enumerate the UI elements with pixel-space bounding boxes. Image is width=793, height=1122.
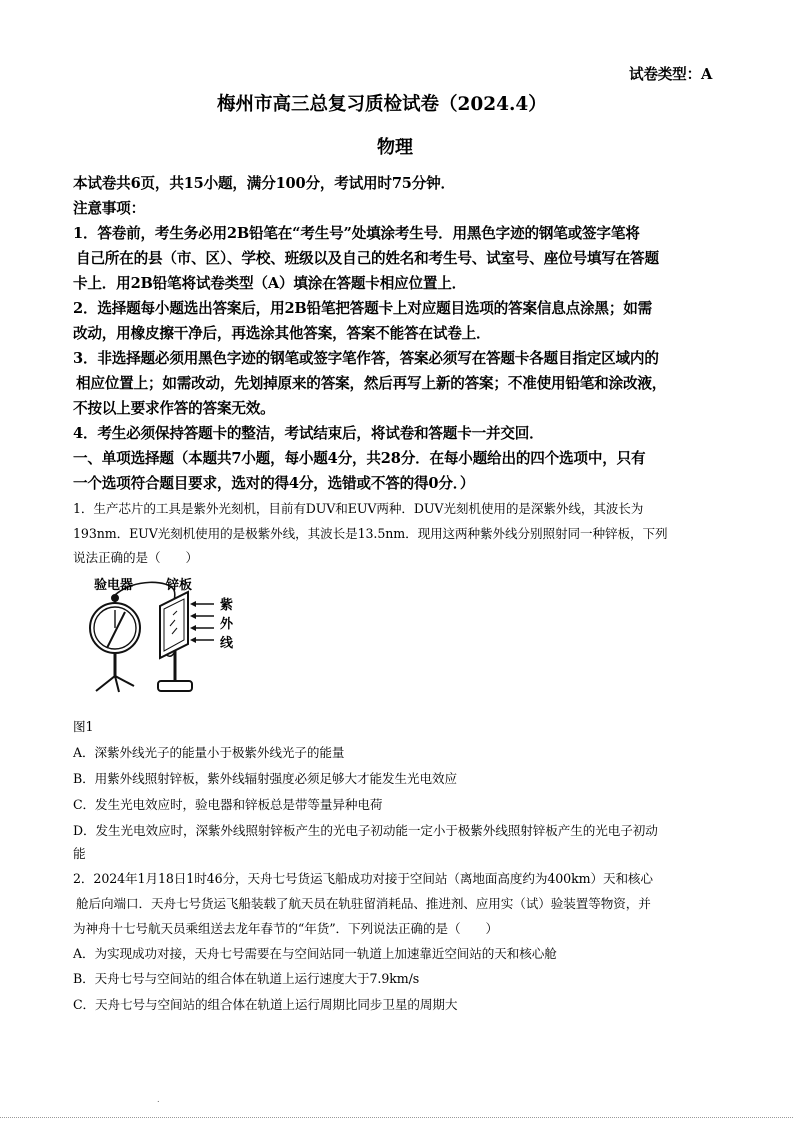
question-stem: 为神舟十七号航天员乘组送去龙年春节的“年货”．下列说法正确的是（ ） xyxy=(73,921,498,936)
uv-arrowhead xyxy=(190,637,196,643)
uv-arrowhead xyxy=(190,601,196,607)
subject-title: 物理 xyxy=(377,137,413,158)
page-bottom-border xyxy=(0,1117,793,1118)
paper-type: 试卷类型：A xyxy=(629,66,713,83)
note-line: 卡上．用2B铅笔将试卷类型（A）填涂在答题卡相应位置上． xyxy=(73,275,467,292)
label-zinc-plate: 锌板 xyxy=(166,578,193,593)
note-line: 2．选择题每小题选出答案后，用2B铅笔把答题卡上对应题目选项的答案信息点涂黑；如需 xyxy=(73,300,653,317)
note-line: 相应位置上；如需改动，先划掉原来的答案，然后再写上新的答案；不准使用铅笔和涂改液， xyxy=(76,375,667,392)
option-d-cont: 能 xyxy=(73,846,86,861)
figure-caption: 图1 xyxy=(73,719,94,734)
note-line: 4．考生必须保持答题卡的整洁，考试结束后，将试卷和答题卡一并交回． xyxy=(73,425,544,442)
option-b: B．用紫外线照射锌板，紫外线辐射强度必须足够大才能发生光电效应 xyxy=(73,771,457,786)
plate-base xyxy=(158,681,192,691)
option-b: B．天舟七号与空间站的组合体在轨道上运行速度大于7.9km/s xyxy=(73,971,420,986)
note-line: 改动，用橡皮擦干净后，再选涂其他答案，答案不能答在试卷上． xyxy=(73,325,491,342)
option-a: A．深紫外线光子的能量小于极紫外线光子的能量 xyxy=(73,745,345,760)
electroscope-knob xyxy=(112,595,118,601)
page-title: 梅州市高三总复习质检试卷（2024.4） xyxy=(217,94,547,115)
question-stem: 舱后向端口．天舟七号货运飞船装载了航天员在轨驻留消耗品、推进剂、应用实（试）验装置等物资，并 xyxy=(76,896,651,911)
note-line: 1．答卷前，考生务必用2B铅笔在“考生号”处填涂考生号．用黑色字迹的钢笔或签字笔将 xyxy=(73,225,640,242)
uv-arrowhead xyxy=(190,625,196,631)
option-d: D．发生光电效应时，深紫外线照射锌板产生的光电子初动能一定小于极紫外线照射锌板产生的光电子初动 xyxy=(73,823,658,838)
figure-electroscope-zinc-plate xyxy=(74,568,244,698)
question-stem: 2．2024年1月18日1时46分，天舟七号货运飞船成功对接于空间站（离地面高度约为400km）天和核心 xyxy=(73,871,653,886)
section-heading: 一、单项选择题（本题共7小题，每小题4分，共28分．在每小题给出的四个选项中，只有 xyxy=(73,450,646,467)
uv-arrowhead xyxy=(190,613,196,619)
note-line: 自己所在的县（市、区）、学校、班级以及自己的姓名和考生号、试室号、座位号填写在答题 xyxy=(76,250,659,267)
footer-dot: . xyxy=(157,1095,160,1104)
question-stem: 1．生产芯片的工具是紫外光刻机，目前有DUV和EUV两种．DUV光刻机使用的是深紫外线，其波长为 xyxy=(73,501,644,516)
note-line: 不按以上要求作答的答案无效。 xyxy=(73,400,275,417)
label-electroscope: 验电器 xyxy=(94,578,134,593)
electroscope-leaf xyxy=(107,612,125,648)
section-heading-cont: 一个选项符合题目要求，选对的得4分，选错或不答的得0分．） xyxy=(73,475,475,492)
label-uv-char: 紫 xyxy=(220,598,234,613)
option-c: C．发生光电效应时，验电器和锌板总是带等量异种电荷 xyxy=(73,797,383,812)
notes-heading: 注意事项： xyxy=(73,200,145,217)
label-uv-char: 线 xyxy=(220,636,234,651)
note-line: 3．非选择题必须用黑色字迹的钢笔或签字笔作答，答案必须写在答题卡各题目指定区域内的 xyxy=(73,350,659,367)
question-stem: 说法正确的是（ ） xyxy=(73,550,198,565)
question-stem: 193nm．EUV光刻机使用的是极紫外线，其波长是13.5nm．现用这两种紫外线分别照射同一种锌板，下列 xyxy=(73,526,668,541)
label-uv-char: 外 xyxy=(220,617,234,632)
intro-line: 本试卷共6页，共15小题，满分100分，考试用时75分钟． xyxy=(73,175,455,192)
option-a: A．为实现成功对接，天舟七号需要在与空间站同一轨道上加速靠近空间站的天和核心舱 xyxy=(73,946,557,961)
option-c: C．天舟七号与空间站的组合体在轨道上运行周期比同步卫星的周期大 xyxy=(73,997,458,1012)
